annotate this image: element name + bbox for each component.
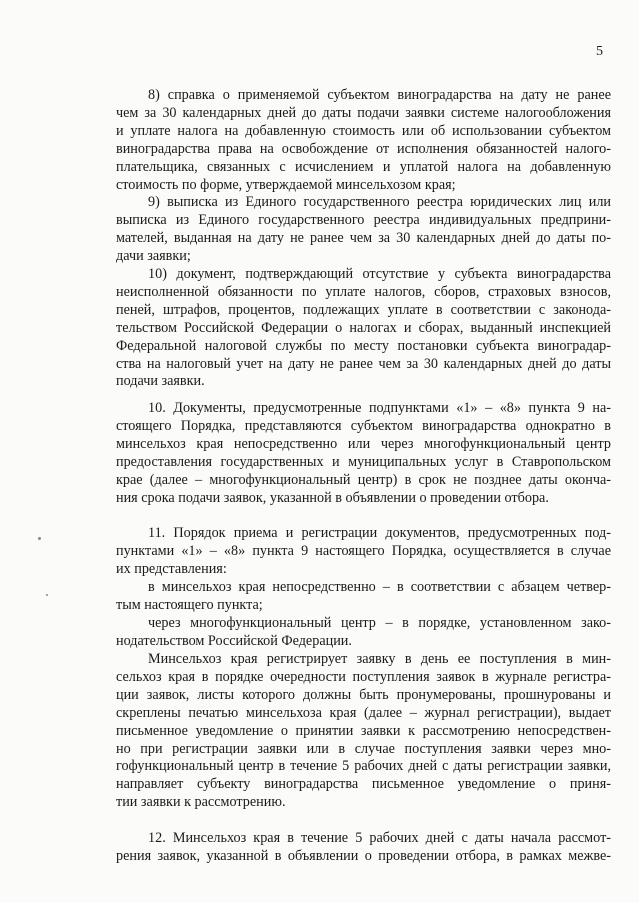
text-line: Федеральной налоговой службы по месту постановки субъекта виноградар-: [116, 337, 611, 354]
scan-speck: [46, 594, 48, 596]
text-line: выписка из Единого государственного реестра индивидуальных предприни-: [116, 211, 611, 228]
paragraph-point-12: [116, 830, 611, 866]
text-line: плательщика, связанных с исчислением и уплатой налога на добавленную: [116, 158, 611, 175]
text-line: 12. Минсельхоз края в течение 5 рабочих дней с даты начала рассмот-: [148, 830, 611, 846]
text-line: рения заявок, указанной в объявлении о проведении отбора, в рамках межве-: [116, 847, 611, 864]
paragraph-point-11: [116, 525, 611, 579]
text-line: 10) документ, подтверждающий отсутствие у субъекта виноградарства: [148, 266, 611, 282]
scan-speck: [38, 537, 41, 540]
paragraph-point-11-direct: [116, 579, 611, 615]
text-line: 10. Документы, предусмотренные подпунктами «1» – «8» пункта 9 на-: [148, 400, 611, 416]
text-line: предоставления государственных и муниципальных услуг в Ставропольском: [116, 453, 611, 470]
text-line: ства на налоговый учет на дату не ранее чем за 30 календарных дней до даты: [116, 355, 611, 372]
text-line: виноградарства права на освобождение от исполнения обязанностей налого-: [116, 140, 611, 157]
text-line: гофункциональный центр в течение 5 рабочих дней с даты регистрации заявки,: [116, 758, 611, 775]
paragraph-point-11-mfc: [116, 615, 611, 651]
page-number: 5: [596, 44, 603, 59]
text-line: стоимость по форме, утверждаемой минсельхозом края;: [116, 176, 456, 193]
text-line: 11. Порядок приема и регистрации документов, предусмотренных под-: [148, 525, 611, 541]
text-line: неисполненной обязанности по уплате налогов, сборов, страховых взносов,: [116, 283, 611, 300]
text-line: 8) справка о применяемой субъектом виноградарства на дату не ранее: [148, 87, 611, 103]
paragraph-point-11-registration: [116, 651, 611, 812]
text-line: Минсельхоз края регистрирует заявку в день ее поступления в мин-: [148, 651, 611, 667]
paragraph-item-10: [116, 266, 611, 391]
text-line: направляет субъекту виноградарства письменное уведомление о приня-: [116, 776, 611, 793]
text-line: дачи заявки;: [116, 247, 191, 264]
text-line: пунктами «1» – «8» пункта 9 настоящего Порядка, осуществляется в случае: [116, 542, 611, 559]
text-line: скреплены печатью минсельхоза края (далее – журнал регистрации), выдает: [116, 704, 611, 721]
text-line: подачи заявки.: [116, 373, 205, 390]
paragraph-item-9: [116, 194, 611, 266]
text-line: минсельхоз края непосредственно или через многофункциональный центр: [116, 435, 611, 452]
text-line: пеней, штрафов, процентов, подлежащих уплате в соответствии с законода-: [116, 301, 611, 318]
text-line: стоящего Порядка, представляются субъектом виноградарства однократно в: [116, 417, 611, 434]
text-line: чем за 30 календарных дней до даты подачи заявки системе налогообложения: [116, 104, 611, 121]
text-line: их представления:: [116, 560, 227, 577]
text-line: ния срока подачи заявок, указанной в объявлении о проведении отбора.: [116, 489, 549, 506]
text-line: в минсельхоз края непосредственно – в соответствии с абзацем четвер-: [148, 579, 611, 595]
text-line: нодательством Российской Федерации.: [116, 632, 352, 649]
text-line: письменное уведомление о принятии заявки к рассмотрению непосредствен-: [116, 722, 611, 739]
text-line: тии заявки к рассмотрению.: [116, 794, 286, 811]
paragraph-item-8: [116, 87, 611, 194]
text-line: тым настоящего пункта;: [116, 596, 263, 613]
text-line: и уплате налога на добавленную стоимость или об использовании субъектом: [116, 122, 611, 139]
paragraph-point-10: [116, 400, 611, 507]
text-line: тельством Российской Федерации о налогах и сборах, выданный инспекцией: [116, 319, 611, 336]
text-line: сельхоз края в порядке очередности поступления заявок в журнале регистра-: [116, 668, 611, 685]
text-line: мателей, выданная на дату не ранее чем за 30 календарных дней до даты по-: [116, 229, 611, 246]
text-line: через многофункциональный центр – в порядке, установленном зако-: [148, 615, 611, 631]
text-line: 9) выписка из Единого государственного реестра юридических лиц или: [148, 194, 611, 210]
text-line: но при регистрации заявки или в случае поступления заявки через мно-: [116, 740, 611, 757]
text-line: крае (далее – многофункциональный центр) в срок не позднее даты оконча-: [116, 471, 611, 488]
text-line: ции заявок, листы которого должны быть пронумерованы, прошнурованы и: [116, 686, 611, 703]
